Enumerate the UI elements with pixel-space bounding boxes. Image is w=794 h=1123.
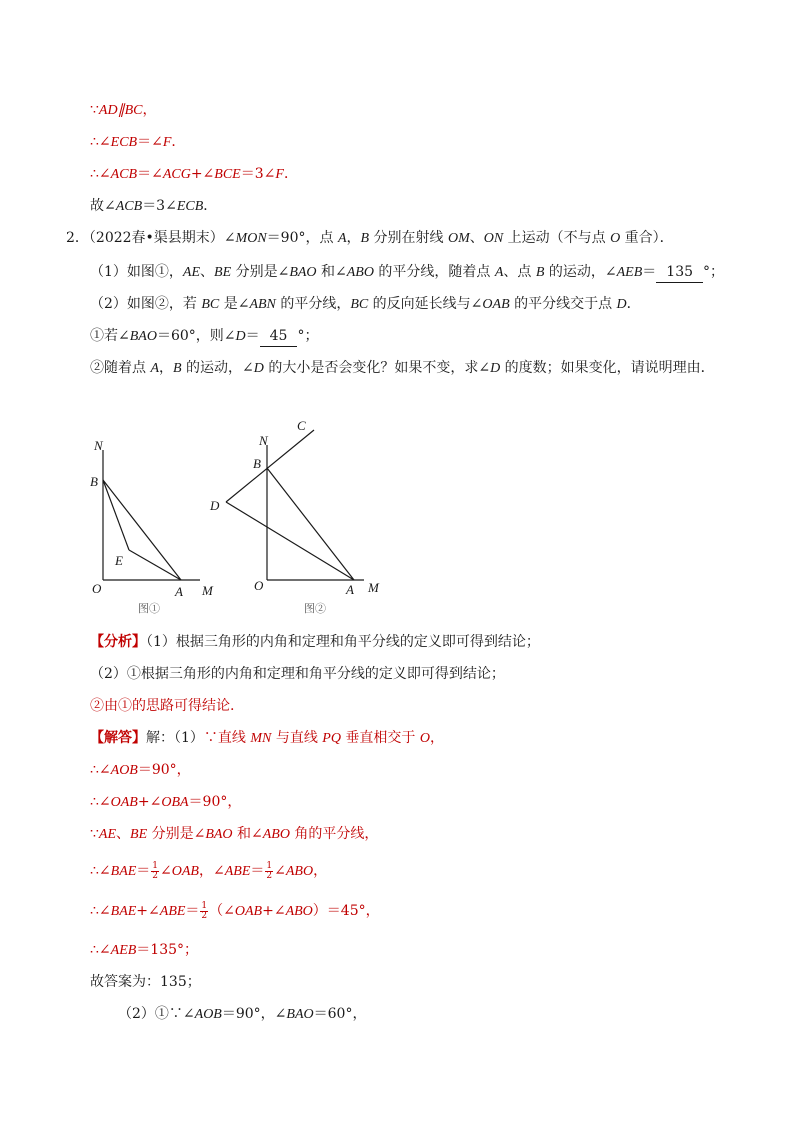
problem-number: 2． <box>66 230 89 246</box>
analysis-line-3: ②由①的思路可得结论. <box>90 698 235 714</box>
solution-line-7: ∴∠AEB＝135°； <box>90 942 199 958</box>
solution-line-8: 故答案为：135； <box>90 974 201 990</box>
fig1-label-B: B <box>90 474 98 489</box>
question-2-2: ②随着点 A，B 的运动，∠D 的大小是否会变化？如果不变，求∠D 的度数；如果变化，请说明理由． <box>90 360 715 376</box>
fig2-segment-ba <box>267 468 354 580</box>
fig1-label-E: E <box>115 553 123 568</box>
solution-line-9: （2）①∵∠AOB＝90°，∠BAO＝60°， <box>118 1006 367 1022</box>
answer-blank-2: 45 <box>260 326 298 347</box>
solution-tag: 【解答】 <box>90 730 146 746</box>
fig1-label-O: O <box>92 581 102 596</box>
fig2-segment-da <box>226 502 354 580</box>
analysis-tag: 【分析】 <box>90 634 146 650</box>
fig1-segment-ea <box>129 550 181 580</box>
analysis-line-2: （2）①根据三角形的内角和定理和角平分线的定义即可得到结论； <box>90 666 505 682</box>
fig1-label-M: M <box>202 583 213 598</box>
prev-line-2: ∴∠ECB＝∠F． <box>90 134 186 150</box>
fig2-label-M: M <box>368 580 379 595</box>
prev-line-1: ∵AD∥BC， <box>90 102 157 118</box>
question-1: （1）如图①，AE、BE 分别是∠BAO 和∠ABO 的平分线，随着点 A、点 B 的运动，∠AEB＝ 135 °； <box>90 262 724 283</box>
fraction-half: $\frac{1}{2}$ <box>266 860 273 881</box>
analysis-line-1: 【分析】（1）根据三角形的内角和定理和角平分线的定义即可得到结论； <box>90 634 540 650</box>
fig2-caption: 图② <box>304 603 326 615</box>
prev-line-4: 故∠ACB＝3∠ECB． <box>90 198 218 214</box>
fig1-segment-be <box>103 480 129 550</box>
answer-blank-1: 135 <box>656 262 703 283</box>
solution-line-4: ∵AE、BE 分别是∠BAO 和∠ABO 角的平分线， <box>90 826 379 842</box>
fig1-label-A: A <box>175 584 183 599</box>
solution-line-2: ∴∠AOB＝90°， <box>90 762 191 778</box>
solution-line-6: ∴∠BAE+∠ABE＝ $\frac{1}{2}$ （∠OAB+∠ABO）＝45°， <box>90 900 380 921</box>
fig2-label-D: D <box>210 498 220 513</box>
figure-2 <box>226 430 364 580</box>
prev-line-3: ∴∠ACB＝∠ACG+∠BCE＝3∠F． <box>90 166 298 182</box>
problem-source: （2022春•渠县期末） <box>88 230 224 246</box>
solution-line-5: ∴∠BAE＝ $\frac{1}{2}$ ∠OAB，∠ABE＝ $\frac{1}{2}$ ∠ABO， <box>90 860 328 881</box>
solution-line-1: 【解答】解：（1）∵直线 MN 与直线 PQ 垂直相交于 O， <box>90 730 444 746</box>
question-2-1: ①若∠BAO＝60°，则∠D＝ 45 °； <box>90 326 318 347</box>
fraction-half: $\frac{1}{2}$ <box>201 900 208 921</box>
fig1-label-N: N <box>94 438 103 453</box>
fig1-caption: 图① <box>138 603 160 615</box>
fig2-line-dc <box>226 430 314 502</box>
solution-line-3: ∴∠OAB+∠OBA＝90°， <box>90 794 242 810</box>
problem-stem: 2．（2022春•渠县期末）∠MON＝90°，点 A，B 分别在射线 OM、ON 上运动（不与点 O 重合）． <box>66 230 674 246</box>
fig2-label-A: A <box>346 582 354 597</box>
fraction-half: $\frac{1}{2}$ <box>152 860 159 881</box>
fig2-label-B: B <box>253 456 261 471</box>
fig2-label-O: O <box>254 578 264 593</box>
fig2-label-C: C <box>297 418 306 433</box>
fig2-label-N: N <box>259 433 268 448</box>
question-2: （2）如图②，若 BC 是∠ABN 的平分线，BC 的反向延长线与∠OAB 的平分线交于点 D． <box>90 296 641 312</box>
geometry-figures <box>0 390 794 630</box>
